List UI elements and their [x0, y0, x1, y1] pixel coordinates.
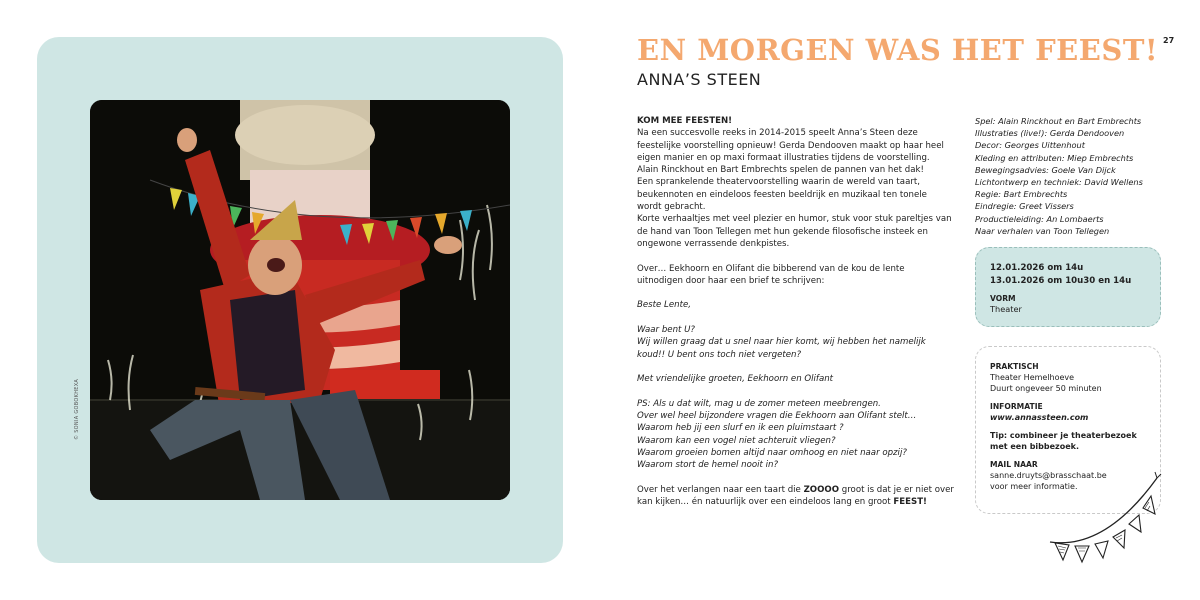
praktisch-label: PRAKTISCH: [990, 362, 1039, 371]
credit-line: Decor: Georges Uittenhout: [975, 140, 1085, 151]
tip-text: met een bibbezoek.: [990, 442, 1079, 451]
body-line: Korte verhaaltjes met veel plezier en humor, stuk voor stuk pareltjes van: [637, 214, 952, 225]
tip-text: Tip: combineer je theaterbezoek: [990, 431, 1137, 440]
closing-emphasis: FEEST!: [893, 497, 927, 508]
body-text: [637, 115, 967, 509]
body-line: eigen manier en op maxi formaat illustraties tijdens de voorstelling.: [637, 152, 930, 163]
ps-line: Waarom heb jij een slurf en ik een pluimstaart ?: [637, 423, 844, 434]
credit-line: Lichtontwerp en techniek: David Wellens: [975, 177, 1143, 188]
ps-line: PS: Als u dat wilt, mag u de zomer meteen meebrengen.: [637, 398, 881, 409]
body-heading: KOM MEE FEESTEN!: [637, 116, 733, 126]
credit-line: Naar verhalen van Toon Tellegen: [975, 225, 1110, 236]
credit-line: Kleding en attributen: Miep Embrechts: [975, 152, 1134, 163]
vorm-label: VORM: [990, 294, 1016, 303]
letter-line: Wij willen graag dat u snel naar hier komt, wij hebben het namelijk: [637, 337, 926, 348]
page-subtitle: ANNA’S STEEN: [637, 70, 762, 89]
page-number: 27: [1163, 36, 1175, 45]
website-link[interactable]: www.annassteen.com: [990, 413, 1089, 422]
credit-line: Regie: Bart Embrechts: [975, 189, 1068, 200]
mail-link[interactable]: sanne.druyts@brasschaat.be: [990, 471, 1107, 480]
date-line: 13.01.2026 om 10u30 en 14u: [990, 275, 1132, 286]
mail-note: voor meer informatie.: [990, 482, 1078, 491]
date-line: 12.01.2026 om 14u: [990, 263, 1084, 273]
letter-line: Waar bent U?: [637, 325, 695, 336]
bunting-garland-icon: [1045, 470, 1165, 570]
ps-line: Waarom kan een vogel niet achteruit vliegen?: [637, 435, 836, 446]
body-line: ongewone verrassende denkpistes.: [637, 238, 790, 249]
credit-line: Spel: Alain Rinckhout en Bart Embrechts: [975, 116, 1142, 126]
closing-text: kan kijken… én natuurlijk over een eindeloos lang en groot: [637, 497, 894, 508]
body-line: Na een succesvolle reeks in 2014-2015 speelt Anna’s Steen deze: [637, 128, 918, 139]
credits-list: [975, 115, 1175, 237]
body-line: wordt gebracht.: [637, 202, 706, 213]
praktisch-value: Duurt ongeveer 50 minuten: [990, 384, 1102, 393]
mail-label: MAIL NAAR: [990, 460, 1038, 469]
body-line: de hand van Toon Tellegen met hun gekende filosofische insteek en: [637, 226, 928, 237]
closing-line-1: [637, 484, 967, 496]
ps-line: Waarom stort de hemel nooit in?: [637, 460, 779, 471]
over-line: Over… Eekhoorn en Olifant die bibberend van de kou de lente: [637, 263, 905, 274]
credit-line: Illustraties (live!): Gerda Dendooven: [975, 128, 1125, 139]
letter-line: koud!! U bent ons toch niet vergeten?: [637, 349, 802, 360]
body-line: Een sprankelende theatervoorstelling waarin de wereld van taart,: [637, 177, 920, 188]
body-line: Alain Rinckhout en Bart Embrechts spelen de pannen van het dak!: [637, 165, 924, 176]
over-line: uitnodigen door haar een brief te schrijven:: [637, 275, 825, 286]
dates-box: [975, 247, 1161, 327]
performance-photo: [90, 100, 510, 500]
ps-line: Waarom groeien bomen altijd naar omhoog en niet naar opzij?: [637, 448, 907, 459]
closing-emphasis: ZOOOO: [803, 484, 840, 495]
letter-salutation: Beste Lente,: [637, 300, 691, 311]
closing-text: Over het verlangen naar een taart die: [637, 484, 804, 495]
body-line: feestelijke voorstelling opnieuw! Gerda Dendooven maakt op haar heel: [637, 140, 944, 151]
informatie-label: INFORMATIE: [990, 402, 1043, 411]
page-title: EN MORGEN WAS HET FEEST!: [637, 33, 1159, 67]
credit-line: Bewegingsadvies: Goele Van Dijck: [975, 164, 1116, 175]
closing-line-2: [637, 496, 967, 508]
ps-line: Over wel heel bijzondere vragen die Eekhoorn aan Olifant stelt…: [637, 411, 917, 422]
praktisch-value: Theater Hemelhoeve: [990, 373, 1075, 382]
closing-text: groot is dat je er niet over: [839, 484, 954, 495]
credit-line: Productieleiding: An Lombaerts: [975, 213, 1104, 224]
credit-line: Eindregie: Greet Vissers: [975, 201, 1074, 212]
letter-closing: Met vriendelijke groeten, Eekhoorn en Olifant: [637, 374, 834, 385]
vorm-value: Theater: [990, 304, 1022, 314]
body-line: beukennoten en eindeloos feesten beeldrijk en muzikaal ten tonele: [637, 189, 927, 200]
photo-credit: © SONIA GOBOKHEXA: [74, 378, 80, 440]
